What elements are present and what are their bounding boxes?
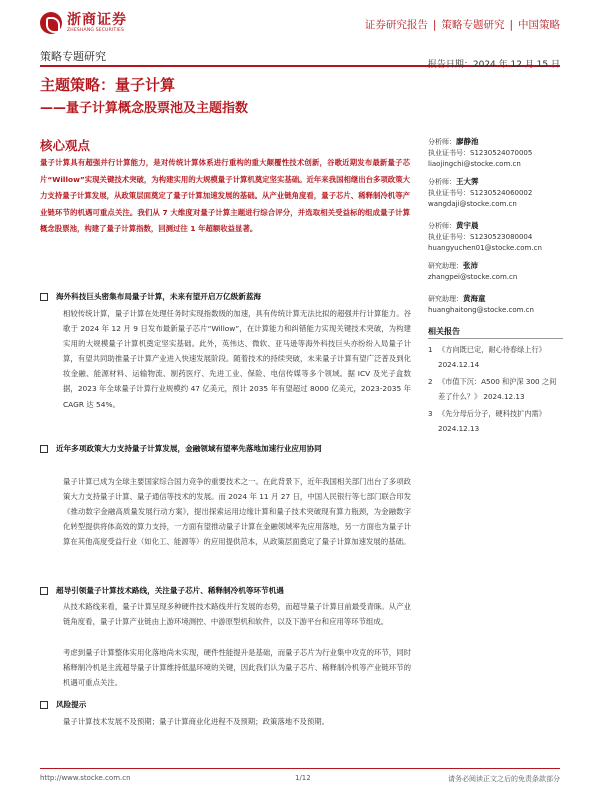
section-label: 策略专题研究 bbox=[40, 50, 106, 63]
analyst-email[interactable]: wangdaji@stocke.com.cn bbox=[428, 200, 517, 208]
related-report-item[interactable]: 2 《市值下沉：A500 和沪深 300 之间差了什么？》 2024.12.13 bbox=[428, 376, 557, 402]
analyst-email[interactable]: huangyuchen01@stocke.com.cn bbox=[428, 244, 542, 252]
analyst-card bbox=[428, 136, 563, 170]
nav-item-report-type: 证券研究报告 bbox=[364, 19, 428, 31]
report-header bbox=[40, 12, 560, 40]
nav-item-report-series: 策略专题研究 bbox=[441, 19, 505, 31]
section-heading bbox=[40, 698, 412, 712]
section-paragraph: 量子计算技术发展不及预期；量子计算商业化进程不及预期；政策落地不及预期。 bbox=[63, 717, 330, 726]
checkbox-bullet-icon bbox=[40, 587, 48, 595]
section-heading bbox=[40, 442, 412, 456]
footer-website-link[interactable]: http://www.stocke.com.cn bbox=[40, 774, 131, 782]
analyst-name: 廖静池 bbox=[456, 137, 479, 146]
analyst-cert: 执业证书号：S1230523080004 bbox=[428, 233, 533, 241]
analyst-card bbox=[428, 260, 563, 283]
analyst-role: 分析师： bbox=[428, 138, 456, 146]
analyst-role: 分析师： bbox=[428, 222, 456, 230]
related-reports-heading: 相关报告 bbox=[428, 327, 460, 336]
section-heading-text: 风险提示 bbox=[56, 700, 87, 709]
analyst-name: 王大霁 bbox=[456, 177, 479, 186]
analyst-email[interactable]: liaojingchi@stocke.com.cn bbox=[428, 160, 521, 168]
analyst-cert: 执业证书号：S1230524070005 bbox=[428, 149, 533, 157]
section-paragraph: 考虑到量子计算整体实用化落地尚未实现，硬件性能提升是基础，而量子芯片为行业集中攻克的环节，同时稀释制冷机是主流超导量子计算维持低温环境的关键，因此我们认为量子芯片、稀释制冷机等产业链环节的机遇可重点关注。 bbox=[63, 648, 411, 688]
header-category-nav: 证券研究报告 | 策略专题研究 | 中国策略 bbox=[364, 19, 560, 31]
analyst-role: 研究助理： bbox=[428, 295, 463, 303]
checkbox-bullet-icon bbox=[40, 445, 48, 453]
logo-name-en: ZHESHANG SECURITIES bbox=[67, 27, 125, 33]
section-heading-text: 近年多项政策大力支持量子计算发展，金融领域有望率先落地加速行业应用协同 bbox=[56, 444, 322, 453]
report-title: 主题策略：量子计算 bbox=[40, 76, 176, 94]
company-logo bbox=[40, 12, 127, 34]
section-paragraph: 从技术路线来看，量子计算呈现多种硬件技术路线并行发展的态势，而超导量子计算目前最受青睐。从产业链角度看，量子计算产业链由上游环境测控、中游原型机和软件，以及下游平台和应用等环节组成。 bbox=[63, 602, 411, 627]
section-paragraph: 量子计算已成为全球主要国家综合国力竞争的重要技术之一。在此背景下，近年我国相关部门出台了多项政策大力支持量子计算、量子通信等技术的发展。而 2024 年 11 月 27 日，中国人民银行等七部门联合印发《推动数字金融高质量发展行动方案》，提出探索运用边缘计算和量子技术突破现有算力瓶颈，为金融数字化转型提供将体高效的算力支持，一方面有望推动量子计算在金融领域率先应用落地，另一方面也为量子计算在其他高度受益行业（如化工、能源等）的应用提供范本，从政策层面奠定了量子计算加速发展的基础。 bbox=[63, 477, 411, 547]
analyst-role: 分析师： bbox=[428, 178, 456, 186]
analyst-cert: 执业证书号：S1230524060002 bbox=[428, 189, 533, 197]
section-heading-text: 海外科技巨头密集布局量子计算，未来有望开启万亿级新蓝海 bbox=[56, 292, 262, 301]
report-subtitle: ——量子计算概念股票池及主题指数 bbox=[40, 101, 249, 116]
section-heading-text: 超导引领量子计算技术路线，关注量子芯片、稀释制冷机等环节机遇 bbox=[56, 586, 284, 595]
checkbox-bullet-icon bbox=[40, 701, 48, 709]
logo-mark-icon bbox=[40, 12, 62, 34]
footer-disclaimer: 请务必阅读正文之后的免责条款部分 bbox=[448, 775, 560, 783]
analyst-name: 黄宇晨 bbox=[456, 221, 479, 230]
analyst-email[interactable]: zhangpei@stocke.com.cn bbox=[428, 273, 518, 281]
section-heading bbox=[40, 584, 412, 598]
core-view-text: 量子计算具有超强并行计算能力，是对传统计算体系进行重构的重大颠覆性技术创新，谷歌近期发布最新量子芯片“Willow”实现关键技术突破，为构建实用的大规模量子计算机奠定坚实基础。近年来我国相继出台多项政策大力支持量子计算发展，从政策层面奠定了量子计算加速发展的基础。从产业链角度看，量子芯片、稀释制冷机等产业链环节的机遇可重点关注。我们从 7 大维度对量子计算主题进行综合评分，并选取相关受益标的组成量子计算概念股票池，构建了量子计算指数，回测过往 1 年超额收益显著。 bbox=[40, 158, 410, 234]
analyst-role: 研究助理： bbox=[428, 262, 463, 270]
analyst-name: 黄海童 bbox=[463, 294, 486, 303]
footer-divider bbox=[40, 768, 560, 769]
report-date: 报告日期：2024 年 12 月 15 日 bbox=[427, 60, 560, 70]
related-report-item[interactable]: 3 《先分母后分子，硬科技扩内需》 2024.12.13 bbox=[428, 408, 546, 434]
related-reports-list bbox=[428, 342, 563, 437]
nav-item-region: 中国策略 bbox=[518, 19, 560, 31]
core-view-heading: 核心观点 bbox=[40, 138, 91, 153]
logo-name-cn: 浙商证券 bbox=[67, 11, 127, 28]
analyst-card bbox=[428, 293, 563, 316]
related-reports-divider bbox=[428, 338, 563, 339]
section-paragraph: 相较传统计算，量子计算在处理任务时实现指数级的加速，具有传统计算无法比拟的超强并行计算能力。谷歌于 2024 年 12 月 9 日发布最新量子芯片“Willow”，在计算能力和纠错能力实现关键技术突破，为构建实用的大规模量子计算机奠定坚实基础。此外，英伟达、微软、亚马逊等海外科技巨头亦纷纷入局量子计算，有望共同助推量子计算产业进入快速发展阶段。随着技术的持续突破，未来量子计算有望广泛普及到化妆金融、能源材料、运输物流、制药医疗、先进工业、保险、电信传媒等多个领域。据 ICV 及光子盒数据，2023 年全球量子计算行业规模约 47 亿美元，预计 2035 年有望超过 8000 亿美元，2023-2035 年 CAGR 达 54%。 bbox=[63, 309, 411, 409]
checkbox-bullet-icon bbox=[40, 293, 48, 301]
analyst-card bbox=[428, 220, 563, 254]
analyst-name: 张沛 bbox=[463, 261, 478, 270]
section-heading bbox=[40, 290, 412, 304]
analyst-email[interactable]: huanghaitong@stocke.com.cn bbox=[428, 306, 534, 314]
related-report-item[interactable]: 1 《方向既已定，耐心待春绿上行》 2024.12.14 bbox=[428, 345, 546, 370]
analyst-card bbox=[428, 176, 563, 210]
page-number: 1/12 bbox=[295, 774, 311, 782]
